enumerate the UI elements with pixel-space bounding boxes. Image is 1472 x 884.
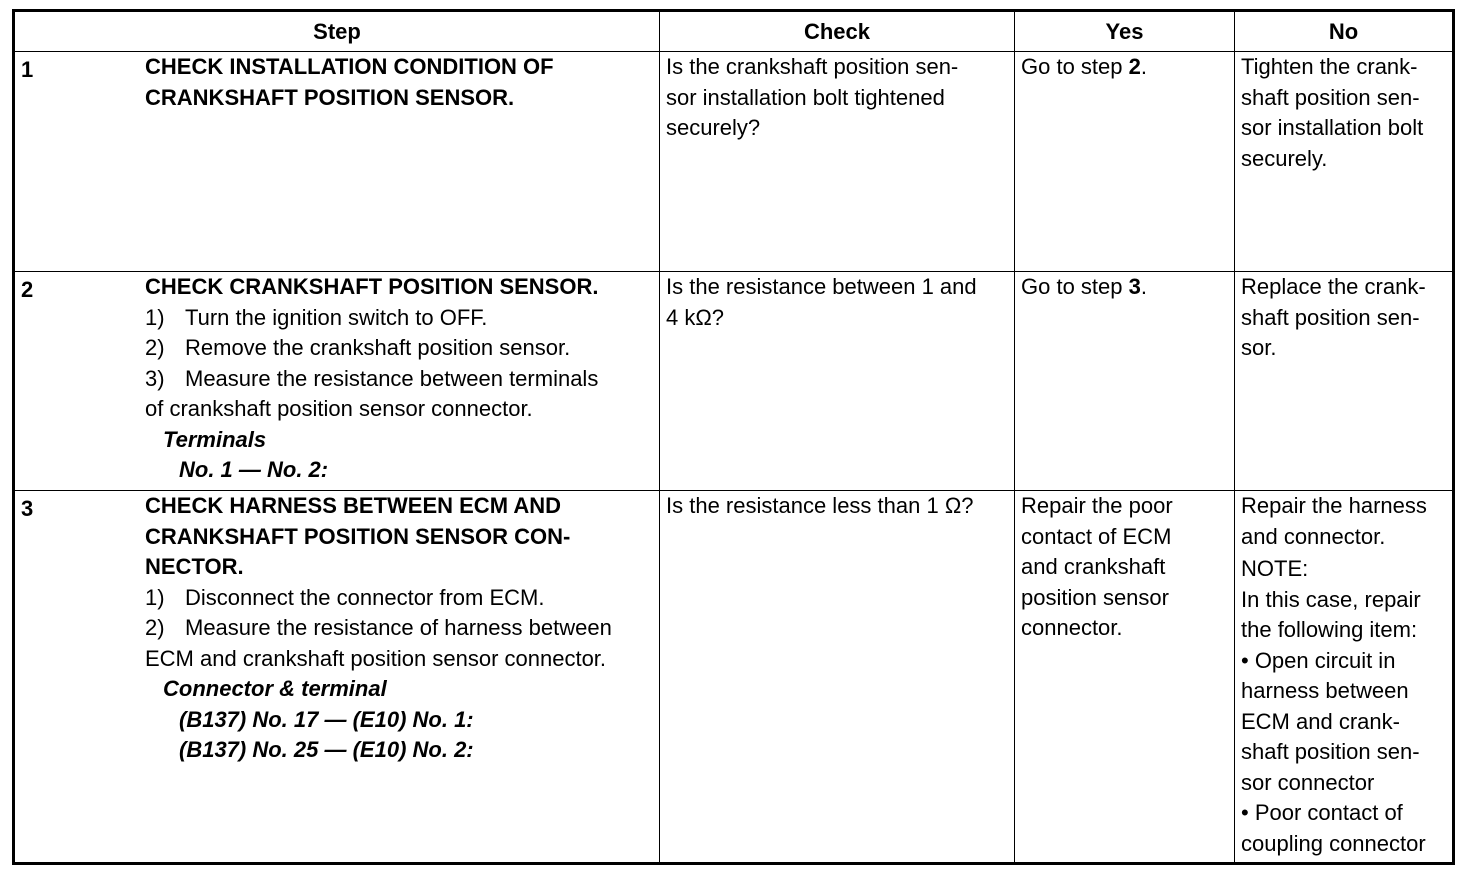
step-title-line: CHECK CRANKSHAFT POSITION SENSOR. — [145, 274, 599, 299]
step-cell — [15, 52, 660, 272]
no-line: and connector. — [1241, 523, 1386, 549]
step-body — [145, 272, 653, 486]
table-header-row — [15, 12, 1453, 52]
step-number: 3 — [21, 496, 34, 521]
step-number: 2 — [21, 277, 34, 302]
table-row — [15, 272, 1453, 491]
bullet-line: ECM and crank- — [1241, 708, 1400, 734]
header-yes: Yes — [1015, 12, 1235, 52]
yes-line: contact of ECM — [1021, 523, 1172, 549]
check-cell — [660, 52, 1015, 272]
no-cell — [1235, 272, 1453, 491]
yes-step-link: 3 — [1128, 274, 1141, 299]
check-line: Is the resistance between 1 and — [666, 274, 977, 299]
procedure-wrap: ECM and crankshaft position sensor connector. — [145, 645, 607, 671]
yes-cell — [1015, 491, 1235, 863]
no-line: securely. — [1241, 145, 1328, 171]
procedure-step: 3) Measure the resistance between terminals — [145, 365, 599, 391]
bullet-line: shaft position sen- — [1241, 739, 1420, 764]
no-line: Replace the crank- — [1241, 274, 1426, 299]
spec-item: (B137) No. 17 — (E10) No. 1: — [179, 706, 474, 732]
no-line: shaft position sen- — [1241, 304, 1420, 330]
bullet-line: harness between — [1241, 678, 1409, 703]
procedure-wrap: of crankshaft position sensor connector. — [145, 396, 533, 421]
yes-line: and crankshaft — [1021, 554, 1166, 579]
no-line: Tighten the crank- — [1241, 54, 1418, 79]
diagnostic-table — [14, 11, 1453, 863]
diagnostic-table-frame — [12, 9, 1455, 865]
bullet-line: sor connector — [1241, 769, 1375, 795]
procedure-step: 2) Measure the resistance of harness between — [145, 615, 612, 640]
table-row — [15, 52, 1453, 272]
check-line: Is the resistance less than 1 Ω? — [666, 493, 974, 518]
bullet-line: • Poor contact of — [1241, 800, 1403, 825]
header-step: Step — [15, 12, 660, 52]
spec-item: No. 1 — No. 2: — [179, 457, 329, 482]
no-line: Repair the harness — [1241, 493, 1427, 518]
yes-text: Go to step — [1021, 274, 1129, 299]
bullet-line: • Open circuit in — [1241, 647, 1396, 673]
yes-cell — [1015, 272, 1235, 491]
yes-line: position sensor — [1021, 584, 1169, 610]
step-body — [145, 52, 653, 113]
no-line: sor. — [1241, 335, 1277, 360]
yes-suffix: . — [1140, 274, 1147, 299]
procedure-step: 1) Disconnect the connector from ECM. — [145, 584, 545, 610]
no-line: shaft position sen- — [1241, 84, 1420, 110]
check-cell — [660, 272, 1015, 491]
no-cell — [1235, 491, 1453, 863]
yes-line: Repair the poor — [1021, 493, 1173, 518]
step-title-line: NECTOR. — [145, 554, 244, 579]
note-line: In this case, repair — [1241, 586, 1421, 612]
step-title-line: CRANKSHAFT POSITION SENSOR CON- — [145, 523, 571, 549]
procedure-step: 2) Remove the crankshaft position sensor. — [145, 335, 571, 360]
header-check: Check — [660, 12, 1015, 52]
no-cell — [1235, 52, 1453, 272]
yes-text: Go to step — [1021, 54, 1129, 79]
yes-line: connector. — [1021, 615, 1123, 640]
spec-heading: Connector & terminal — [163, 676, 387, 701]
bullet-line: coupling connector — [1241, 830, 1426, 856]
check-line: 4 kΩ? — [666, 304, 725, 330]
header-no: No — [1235, 12, 1453, 52]
note-heading: NOTE: — [1241, 556, 1309, 581]
yes-step-link: 2 — [1128, 54, 1141, 79]
yes-suffix: . — [1140, 54, 1147, 79]
step-cell — [15, 272, 660, 491]
no-line: sor installation bolt — [1241, 115, 1424, 140]
note-line: the following item: — [1241, 617, 1418, 642]
step-number: 1 — [21, 57, 34, 82]
step-title-line: CHECK INSTALLATION CONDITION OF — [145, 54, 554, 79]
step-title-line: CHECK HARNESS BETWEEN ECM AND — [145, 493, 561, 518]
spec-item: (B137) No. 25 — (E10) No. 2: — [179, 737, 474, 762]
check-line: securely? — [666, 115, 761, 140]
table-row — [15, 491, 1453, 863]
step-cell — [15, 491, 660, 863]
spec-heading: Terminals — [163, 426, 267, 452]
procedure-step: 1) Turn the ignition switch to OFF. — [145, 304, 488, 330]
step-body — [145, 491, 653, 766]
check-line: Is the crankshaft position sen- — [666, 54, 959, 79]
check-line: sor installation bolt tightened — [666, 84, 945, 110]
yes-cell — [1015, 52, 1235, 272]
check-cell — [660, 491, 1015, 863]
step-title-line: CRANKSHAFT POSITION SENSOR. — [145, 84, 515, 110]
